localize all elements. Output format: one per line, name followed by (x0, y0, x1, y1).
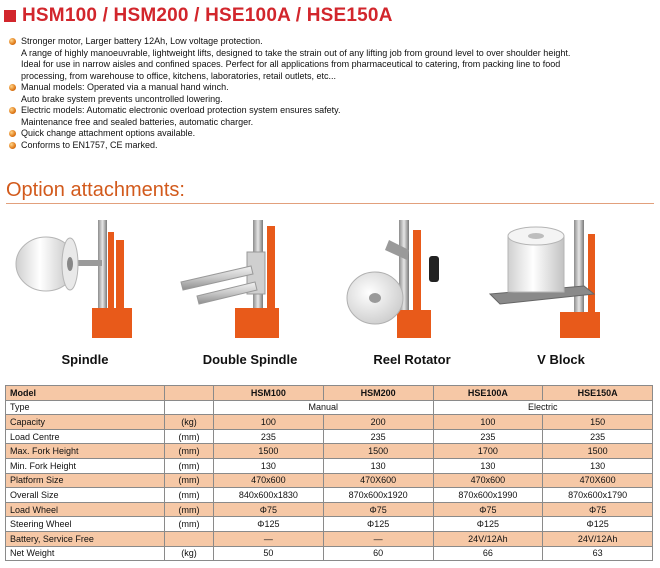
value-cell: 66 (433, 546, 543, 561)
row-unit: (mm) (165, 429, 214, 444)
table-header-row (6, 386, 653, 401)
feature-item (8, 82, 653, 105)
value-cell: 470X600 (323, 473, 433, 488)
attachment-label: Spindle (61, 352, 109, 367)
feature-line: Conforms to EN1757, CE marked. (21, 139, 158, 150)
feature-line: A range of highly manoeuvrable, lightweight lifts, designed to take the strain out of any lifting job from ground level to over shoulder height. (21, 47, 571, 58)
table-row (6, 517, 653, 532)
feature-item (8, 140, 653, 152)
value-cell: 100 (433, 415, 543, 430)
value-cell: 1500 (543, 444, 653, 459)
value-cell: 470x600 (214, 473, 324, 488)
feature-line: Quick change attachment options available. (21, 128, 196, 138)
feature-item (8, 36, 653, 82)
value-cell: 63 (543, 546, 653, 561)
attachment-label: V Block (537, 352, 585, 367)
bullet-icon (9, 142, 16, 149)
value-cell: 840x600x1830 (214, 488, 324, 503)
attachment-spindle (10, 212, 160, 372)
bullet-icon (9, 38, 16, 45)
feature-line: Electric models: Automatic electronic overload protection system ensures safety. (21, 105, 341, 115)
feature-line: Ideal for use in narrow aisles and confined spaces. Perfect for all applications from pharmaceutical to catering, from packing line to food (21, 59, 561, 69)
value-cell: 1500 (214, 444, 324, 459)
spec-table-container (5, 385, 653, 563)
row-unit: (kg) (165, 546, 214, 561)
value-cell: 130 (214, 458, 324, 473)
header-cell: HSE150A (543, 386, 653, 401)
row-unit: (mm) (165, 517, 214, 532)
value-cell: — (214, 531, 324, 546)
value-cell: 235 (543, 429, 653, 444)
attachments-gallery (0, 212, 660, 372)
title-marker-icon (4, 10, 16, 22)
value-cell: 60 (323, 546, 433, 561)
spec-table (5, 385, 653, 561)
row-label: Platform Size (6, 473, 165, 488)
bullet-icon (9, 107, 16, 114)
row-unit: (mm) (165, 458, 214, 473)
double-spindle-attachment-image (175, 212, 325, 347)
value-cell: Φ125 (543, 517, 653, 532)
table-row (6, 400, 653, 415)
value-cell: 150 (543, 415, 653, 430)
value-cell: 200 (323, 415, 433, 430)
attachment-label: Double Spindle (202, 352, 298, 367)
row-label: Steering Wheel (6, 517, 165, 532)
feature-line: processing, from warehouse to office, kitchens, laboratories, retail outlets, etc... (21, 70, 336, 81)
attachment-double-spindle (175, 212, 325, 372)
row-label: Load Centre (6, 429, 165, 444)
value-cell: 1500 (323, 444, 433, 459)
header-cell: HSM200 (323, 386, 433, 401)
row-label: Battery, Service Free (6, 531, 165, 546)
table-row (6, 458, 653, 473)
feature-line: Manual models: Operated via a manual hand winch. (21, 82, 229, 92)
row-label: Load Wheel (6, 502, 165, 517)
value-cell: 130 (543, 458, 653, 473)
value-cell: 130 (323, 458, 433, 473)
feature-line: Maintenance free and sealed batteries, automatic charger. (21, 116, 254, 127)
value-cell: 235 (433, 429, 543, 444)
table-row (6, 488, 653, 503)
value-cell: 870x600x1920 (323, 488, 433, 503)
value-cell: Φ75 (323, 502, 433, 517)
row-label: Capacity (6, 415, 165, 430)
header-cell: Model (6, 386, 165, 401)
value-cell: 24V/12Ah (543, 531, 653, 546)
value-cell: — (323, 531, 433, 546)
row-label: Overall Size (6, 488, 165, 503)
value-cell: 100 (214, 415, 324, 430)
row-unit (165, 531, 214, 546)
row-unit (165, 400, 214, 415)
value-cell: 870x600x1990 (433, 488, 543, 503)
value-cell: 470X600 (543, 473, 653, 488)
table-row (6, 531, 653, 546)
value-cell: Φ125 (214, 517, 324, 532)
attachment-reel-rotator (337, 212, 487, 372)
spindle-attachment-image (10, 212, 160, 347)
row-label: Type (6, 400, 165, 415)
value-cell: Φ75 (433, 502, 543, 517)
feature-line: Stronger motor, Larger battery 12Ah, Low voltage protection. (21, 36, 263, 46)
value-cell: Φ125 (433, 517, 543, 532)
value-cell: 235 (214, 429, 324, 444)
type-manual-cell: Manual (214, 400, 434, 415)
type-electric-cell: Electric (433, 400, 653, 415)
header-cell: HSE100A (433, 386, 543, 401)
row-unit: (mm) (165, 444, 214, 459)
table-row (6, 444, 653, 459)
spec-table-body (6, 415, 653, 561)
value-cell: Φ125 (323, 517, 433, 532)
reel-rotator-attachment-image (337, 212, 487, 347)
value-cell: 50 (214, 546, 324, 561)
feature-item (8, 105, 653, 128)
value-cell: 130 (433, 458, 543, 473)
row-unit: (mm) (165, 488, 214, 503)
row-unit: (mm) (165, 502, 214, 517)
value-cell: 24V/12Ah (433, 531, 543, 546)
header-cell: HSM100 (214, 386, 324, 401)
value-cell: Φ75 (543, 502, 653, 517)
table-row (6, 473, 653, 488)
table-row (6, 502, 653, 517)
bullet-icon (9, 130, 16, 137)
value-cell: 235 (323, 429, 433, 444)
attachment-label: Reel Rotator (373, 352, 451, 367)
table-row (6, 546, 653, 561)
feature-line: Auto brake system prevents uncontrolled lowering. (21, 93, 223, 104)
value-cell: 470x600 (433, 473, 543, 488)
header-cell (165, 386, 214, 401)
row-unit: (mm) (165, 473, 214, 488)
table-row (6, 429, 653, 444)
option-attachments-heading: Option attachments: (6, 179, 185, 201)
value-cell: 1700 (433, 444, 543, 459)
table-row (6, 415, 653, 430)
title-row (4, 4, 393, 28)
feature-list (8, 36, 653, 151)
row-label: Net Weight (6, 546, 165, 561)
value-cell: 870x600x1790 (543, 488, 653, 503)
heading-divider (6, 203, 654, 204)
row-label: Min. Fork Height (6, 458, 165, 473)
attachment-v-block (486, 212, 636, 372)
bullet-icon (9, 84, 16, 91)
row-label: Max. Fork Height (6, 444, 165, 459)
feature-item (8, 128, 653, 140)
v-block-attachment-image (486, 212, 636, 347)
value-cell: Φ75 (214, 502, 324, 517)
page-title: HSM100 / HSM200 / HSE100A / HSE150A (22, 5, 393, 26)
row-unit: (kg) (165, 415, 214, 430)
